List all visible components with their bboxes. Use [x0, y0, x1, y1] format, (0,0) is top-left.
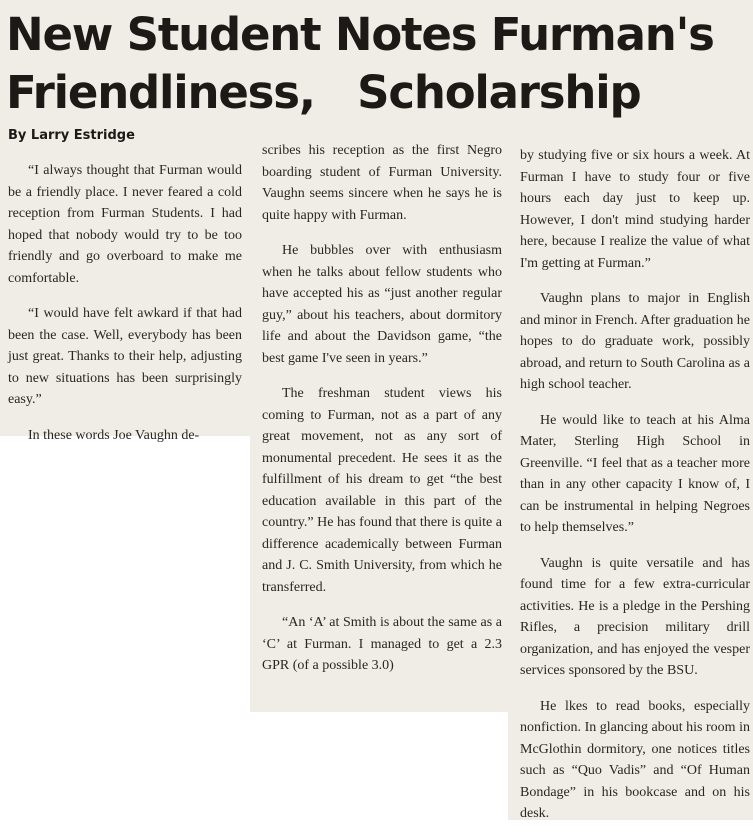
paragraph: The freshman student views his coming to Furman, not as a part of any great movement, not as any sort of monumental precedent. He sees it as the fulfillment of his dream to get “the best education available in this part of the country.” He has found that there is quite a difference academically between Furman and J. C. Smith University, from which he transferred.	[262, 386, 502, 595]
headline-line-1: New Student Notes Furman's	[6, 8, 714, 61]
headline	[6, 6, 751, 122]
byline: By Larry Estridge	[8, 128, 135, 143]
paragraph: scribes his reception as the first Negro boarding student of Furman University. Vaughn seems sincere when he says he is quite happy with Furman.	[262, 143, 502, 223]
paragraph: Vaughn is quite versatile and has found time for a few extra-curricular activities. He is a pledge in the Pershing Rifles, a precision military drill organization, and has enjoyed the vesper services sponsored by the BSU.	[520, 555, 750, 678]
article-column-3	[520, 145, 750, 839]
article-column-1	[8, 160, 242, 460]
paragraph: He lkes to read books, especially nonfiction. In glancing about his room in McGlothin dormitory, one notices titles such as “Quo Vadis” and “Of Human Bondage” in his bookcase and on his desk.	[520, 698, 750, 821]
paragraph: by studying five or six hours a week. At Furman I have to study four or five hours each day just to keep up. However, I don't mind studying harder here, because I realize the value of what I'm getting at Furman.”	[520, 148, 750, 271]
paragraph: He bubbles over with enthusiasm when he talks about fellow students who have accepted his as “just another regular guy,” about his teachers, about dormitory life and about the Davidson game, “the best game I've seen in years.”	[262, 243, 502, 366]
paragraph: “I would have felt awkard if that had been the case. Well, everybody has been just great. Thanks to their help, adjusting to new situations has been surprisingly easy.”	[8, 306, 242, 407]
headline-line-2: Friendliness, Scholarship	[6, 66, 641, 119]
paragraph: “An ‘A’ at Smith is about the same as a ‘C’ at Furman. I managed to get a 2.3 GPR (of a possible 3.0)	[262, 615, 502, 673]
paragraph: “I always thought that Furman would be a friendly place. I never feared a cold reception from Furman Students. I had hoped that nobody would try to be too friendly and go overboard to make me comfortable.	[8, 163, 242, 286]
paragraph: Vaughn plans to major in English and minor in French. After graduation he hopes to do graduate work, possibly abroad, and return to South Carolina as a high school teacher.	[520, 291, 750, 392]
paragraph: He would like to teach at his Alma Mater, Sterling High School in Greenville. “I feel that as a teacher more than in any other capacity I know of, I can be instrumental in helping Negroes to help themselves.”	[520, 412, 750, 535]
paragraph: In these words Joe Vaughn de-	[28, 427, 200, 443]
article-column-2	[262, 140, 502, 691]
